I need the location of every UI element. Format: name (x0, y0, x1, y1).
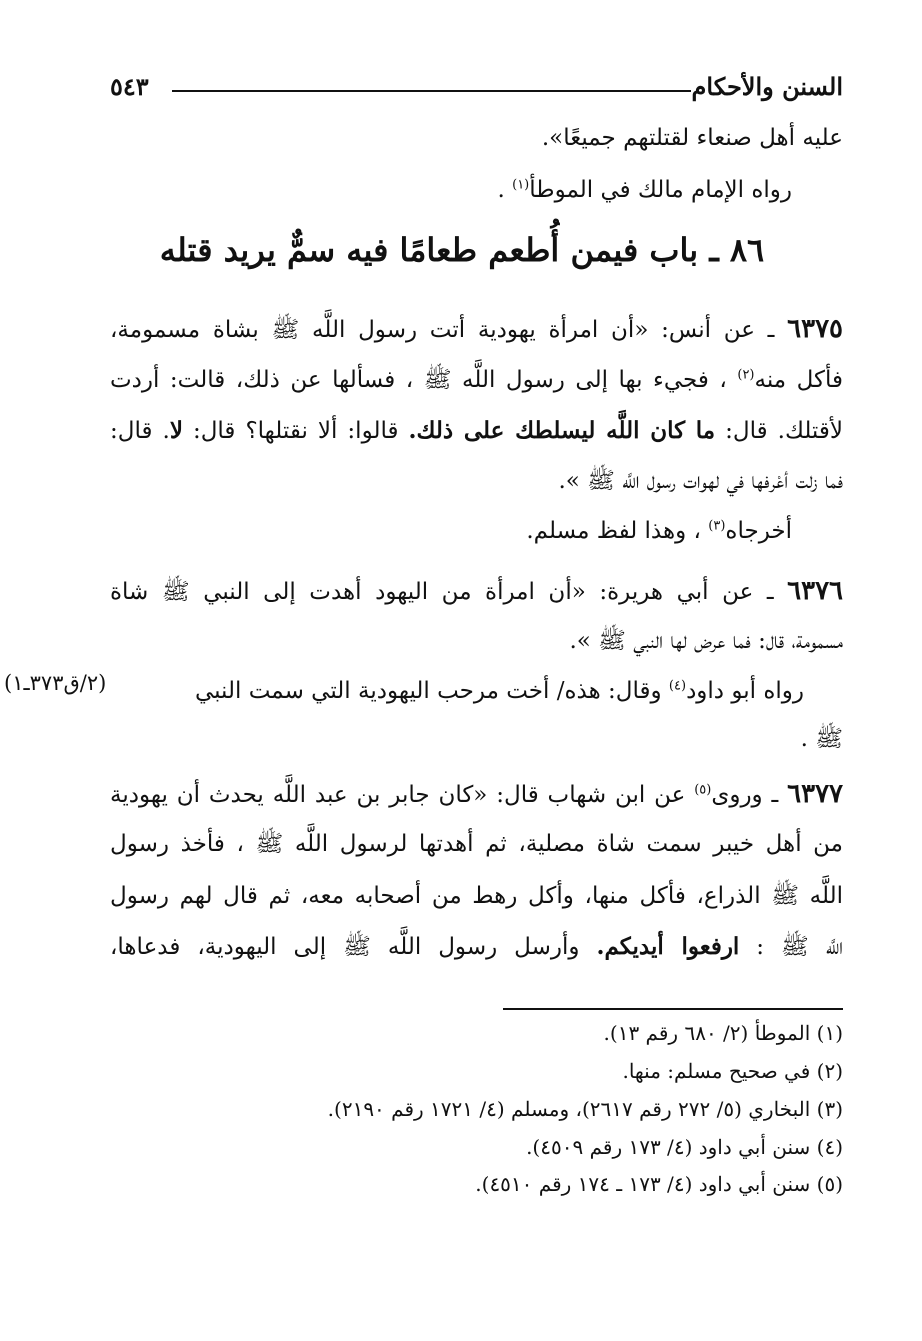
hadith-text: عن ابن شهاب قال: «كان جابر بن عبد اللَّه يحدث أن يهودية (110, 782, 695, 808)
hadith-6376-line-1 (110, 574, 843, 609)
source-text: رواه أبو داود (686, 678, 804, 704)
source-text: ، وهذا لفظ مسلم. (526, 518, 709, 544)
hadith-number: ٦٣٧٥ (787, 314, 843, 344)
footnote-item: (٥) سنن أبي داود (٤/ ١٧٣ ـ ١٧٤ رقم ٤٥١٠). (475, 1172, 843, 1196)
hadith-text: وأرسل رسول اللَّه ﷺ إلى اليهودية، فدعاها، (110, 934, 597, 960)
hadith-6375-line-1 (110, 312, 843, 347)
source-text: أخرجاه (725, 518, 792, 544)
header-title: السنن والأحكام (691, 72, 843, 101)
source-text: ﷺ . (800, 726, 843, 752)
footnote-ref-4: (٤) (668, 678, 687, 694)
hadith-text: مسمومة، قال: فما عرض لها النبي ﷺ ». (569, 628, 843, 654)
intro-text-2-end: . (497, 177, 513, 203)
prophetic-saying: لا (169, 417, 183, 444)
running-header (110, 70, 843, 106)
hadith-number: ٦٣٧٧ (787, 779, 843, 809)
hadith-6377-line-2 (110, 827, 843, 861)
hadith-text: فأكل منه (754, 367, 843, 393)
hadith-6375-line-2 (110, 363, 843, 397)
hadith-text: ـ عن أنس: «أن امرأة يهودية أتت رسول اللَّه ﷺ بشاة مسمومة، (110, 317, 788, 343)
footnote-ref-1: (١) (512, 177, 530, 193)
footnote-ref-5: (٥) (694, 782, 712, 798)
hadith-6375-source (110, 514, 792, 548)
hadith-6377-line-3 (110, 879, 843, 913)
hadith-6376-line-2 (110, 624, 843, 658)
hadith-text: اللَّه ﷺ : (739, 934, 843, 960)
hadith-text: لأقتلك. قال: (715, 418, 843, 444)
hadith-6375-line-4 (110, 464, 843, 498)
hadith-6375-line-3 (110, 414, 843, 448)
hadith-text: فما زلت أعْرفها في لهوات رسول اللَّه ﷺ ». (558, 468, 843, 494)
hadith-text: من أهل خيبر سمت شاة مصلية، ثم أهدتها لرسول اللَّه ﷺ ، فأخذ رسول (110, 831, 843, 857)
hadith-text: ـ وروى (711, 782, 788, 808)
footnote-ref-2: (٢) (737, 367, 755, 383)
hadith-text: اللَّه ﷺ الذراع، فأكل منها، وأكل رهط من أصحابه معه، ثم قال لهم رسول (110, 883, 843, 909)
hadith-text: ـ عن أبي هريرة: «أن امرأة من اليهود أهدت إلى النبي ﷺ شاة (110, 579, 788, 605)
manuscript-margin-note: (٢/ق٣٧٣ـ١) (4, 671, 107, 695)
hadith-6377-line-4 (110, 930, 843, 964)
prophetic-saying: ارفعوا أيديكم. (596, 933, 740, 960)
source-text: وقال: هذه/ أخت مرحب اليهودية التي سمت النبي (194, 678, 669, 704)
intro-text-1: عليه أهل صنعاء لقتلتهم جميعًا». (541, 125, 843, 151)
hadith-6376-source (194, 674, 804, 708)
footnote-item: (٢) في صحيح مسلم: منها. (622, 1059, 843, 1083)
intro-line-2 (110, 173, 792, 207)
hadith-text: قالوا: ألا نقتلها؟ قال: (182, 418, 409, 444)
intro-line-1 (110, 121, 843, 155)
hadith-text: ، فجيء بها إلى رسول اللَّه ﷺ ، فسألها عن ذلك، قالت: أردت (110, 367, 738, 393)
chapter-title: ٨٦ ـ باب فيمن أُطعم طعامًا فيه سمٌّ يريد قتله (159, 231, 765, 269)
footnote-item: (٣) البخاري (٥/ ٢٧٢ رقم ٢٦١٧)، ومسلم (٤/ ١٧٢١ رقم ٢١٩٠). (327, 1097, 843, 1121)
footnote-item: (١) الموطأ (٢/ ٦٨٠ رقم ١٣). (603, 1021, 843, 1045)
footnote-ref-3: (٣) (708, 518, 726, 534)
footnote-item: (٤) سنن أبي داود (٤/ ١٧٣ رقم ٤٥٠٩). (526, 1135, 843, 1159)
intro-text-2: رواه الإمام مالك في الموطأ (529, 177, 792, 203)
hadith-6377-line-1 (110, 777, 843, 812)
hadith-text: . قال: (110, 418, 170, 444)
prophetic-saying: ما كان اللَّه ليسلطك على ذلك. (408, 417, 716, 444)
page-number: ٥٤٣ (110, 72, 149, 101)
footnote-separator (503, 1008, 843, 1010)
hadith-number: ٦٣٧٦ (787, 576, 843, 606)
hadith-6376-source-end (110, 722, 843, 756)
header-rule (172, 90, 691, 92)
